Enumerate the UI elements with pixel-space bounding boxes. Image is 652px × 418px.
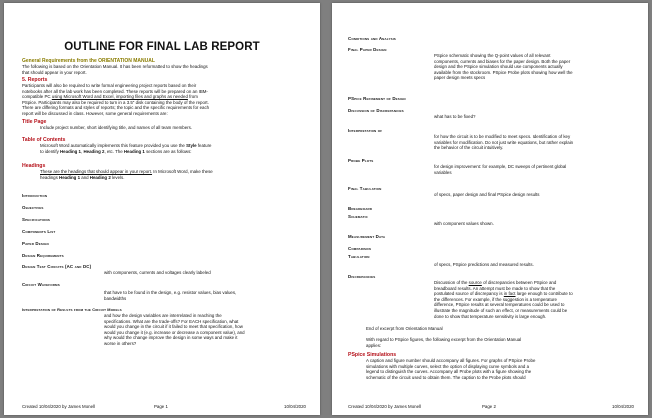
- tabulation-text: of specs, PSpice predictions and measured results.: [434, 262, 534, 267]
- section-discrepancies: Discrepancies: [348, 274, 376, 279]
- text-line: There are differing formats and styles of reports; the topic and the specific requirements for each: [22, 105, 210, 111]
- end-excerpt-note: End of excerpt from Orientation Manual: [366, 326, 443, 331]
- footer-date: 10/04/2020: [284, 404, 306, 409]
- text-span: to identify: [40, 148, 61, 154]
- text-line: variables: [434, 169, 452, 175]
- underlined-text: source: [468, 280, 482, 285]
- section-breadboard: Breadboard: [348, 206, 373, 211]
- text-span: feature: [196, 143, 212, 148]
- section-tabulation: Tabulation: [348, 254, 370, 259]
- footer-date: 10/04/2020: [612, 404, 634, 409]
- text-line: worse in others?: [104, 340, 137, 346]
- text-span: levels.: [110, 174, 125, 180]
- section-schematic: Schematic: [348, 214, 368, 219]
- document-page-2: [332, 3, 648, 415]
- text-span: ,: [81, 148, 84, 154]
- text-line: Participants will also be required to write formal engineering project reports based on their: [22, 83, 197, 88]
- title-page-text: Include project number, short identifying title, and names of all team members.: [40, 125, 193, 130]
- text-line: would you change it (e.g. increase or decrease a component value), and: [104, 329, 245, 335]
- document-page-1: [4, 3, 320, 415]
- text-line: components, currents and biases for the paper design. Both the paper: [434, 58, 571, 64]
- text-line: that should appear in your report.: [22, 69, 87, 75]
- waveforms-description: [104, 290, 314, 301]
- text-line: schematic of the circuit used to obtain them. The caption to the Probe plots should: [366, 374, 526, 380]
- text-line: The following is based on the Orientation Manual. It has been reformatted to show the headings: [22, 64, 208, 69]
- text-line: and how the design variables are interrelated in reaching the: [104, 313, 222, 318]
- underlined-text: These are the headings that should appear in your report.: [40, 169, 153, 174]
- text-line: illustrate the magnitude of such an effect, or measurements could be: [434, 307, 568, 313]
- text-span: Discussion of the: [434, 280, 469, 285]
- text-line: done to show that temperature sensitivity is large enough.: [434, 313, 547, 319]
- circuit-description: with components, currents and voltages clearly labeled: [104, 270, 211, 275]
- discrepancies-paragraph: [434, 280, 640, 319]
- underlined-text: using Microsoft Word and Excel, importing files and graphs as needed: [51, 94, 188, 100]
- schematic-text: with component values shown.: [434, 221, 494, 226]
- text-span: Microsoft Word automatically implements this feature provided you use the: [40, 143, 187, 148]
- intro-paragraph: [22, 64, 208, 75]
- text-line: variables for modification. Do not just write equations, but rather explain: [434, 139, 574, 145]
- text-line: [40, 175, 213, 181]
- section-conditions-analysis: Conditions and Analysis: [348, 36, 396, 41]
- section-discussion-discrepancies: Discussion of Discrepancies: [348, 108, 404, 113]
- text-span: In Microsoft Word, make these: [152, 169, 213, 174]
- section-specifications: Specifications: [22, 217, 50, 222]
- text-line: PSpice schematic showing the Q-point values of all relevant: [434, 53, 551, 58]
- section-components-list: Components List: [22, 229, 56, 234]
- text-line: that have to be found in the design, e.g. resistor values, bias values,: [104, 290, 237, 295]
- text-line: why would the change improve the design in some ways and make it: [104, 335, 238, 341]
- headings-paragraph: [40, 169, 213, 180]
- text-line: applies:: [366, 342, 382, 348]
- interpretation-paragraph: [104, 313, 314, 347]
- text-line: the behavior of the circuit intuitively.: [434, 145, 504, 151]
- interpretation-paragraph: [434, 134, 640, 151]
- pspice-simulations-heading: PSpice Simulations: [348, 352, 397, 358]
- section-circuit-waveforms: Circuit Waveforms: [22, 282, 60, 287]
- probe-plots-paragraph: [434, 164, 640, 175]
- text-line: report will be discussed in class. However, some general requirements are:: [22, 110, 168, 116]
- reports-heading: 5. Reports: [22, 77, 48, 83]
- footer-left: Created 10/04/2020 by James Monell: [348, 404, 421, 409]
- footer-page-number: Page 1: [154, 404, 168, 409]
- toc-heading: Table of Contents: [22, 137, 66, 143]
- bold-text: Style: [186, 143, 197, 148]
- text-line: paper design meets specs: [434, 75, 486, 81]
- footer-left: Created 10/04/2020 by James Monell: [22, 404, 95, 409]
- general-requirements-heading: General Requirements from the ORIENTATION MANUAL: [22, 58, 155, 64]
- section-introduction: Introduction: [22, 193, 48, 198]
- text-line: design and the PSpice simulation should use components actually: [434, 64, 563, 70]
- section-measurement-data: Measurement Data: [348, 234, 386, 239]
- text-line: A caption and figure number should accompany all figures. For graphs of PSpice Probe: [366, 358, 536, 363]
- text-line: legend to distinguish the curves. Accompany all Probe plots with a figure showing the: [366, 369, 532, 375]
- text-span: sections are as follows:: [144, 148, 192, 154]
- footer-page-number: Page 2: [482, 404, 496, 409]
- section-design-requirements: Design Requirements: [22, 253, 64, 258]
- underlined-text: in fact: [503, 291, 516, 297]
- pspice-simulations-paragraph: [366, 358, 642, 380]
- bold-text: Heading 2: [89, 174, 111, 180]
- section-objectives: Objectives: [22, 205, 44, 210]
- section-probe-plots: Probe Plots: [348, 158, 374, 163]
- section-interpretation-of: Interpretation of: [348, 128, 383, 133]
- final-tabulation-text: of specs, paper design and final PSpice design results: [434, 192, 540, 197]
- text-line: notebooks after all the lab work has been completed. These reports will be prepared on an IBM-: [22, 88, 208, 94]
- text-span: compatible PC: [22, 94, 52, 100]
- text-span: postulated source of discrepancy is: [434, 291, 504, 297]
- discussion-text: what has to be fixed?: [434, 114, 476, 119]
- text-line: for design improvement: for example, DC sweeps of pertinent global: [434, 164, 567, 169]
- text-line: for how the circuit is to be modified to meet specs. Identification of key: [434, 134, 571, 139]
- section-pspice-refinement: PSpice Refinement of Design: [348, 96, 406, 101]
- text-line: difference, PSpice results at several temperatures could be used to: [434, 302, 565, 308]
- text-line: available from the stockroom. PSpice Probe plots showing how well the: [434, 69, 573, 75]
- bold-text: Heading 1: [123, 148, 145, 154]
- text-line: [40, 149, 212, 155]
- text-span: of discrepancies between PSpice and: [481, 280, 557, 285]
- section-final-paper-design: Final Paper Design: [348, 47, 387, 52]
- text-line: specifications. What are the trade-offs? For EACH specification, what: [104, 318, 239, 324]
- text-span: headings: [40, 174, 60, 180]
- page-title: OUTLINE FOR FINAL LAB REPORT: [64, 41, 260, 53]
- headings-heading: Headings: [22, 163, 46, 169]
- title-page-heading: Title Page: [22, 119, 47, 125]
- section-final-tabulation: Final Tabulation: [348, 186, 382, 191]
- section-design-test-circuits: Design Test Circuits (AC and DC): [22, 264, 92, 269]
- bold-text: Heading 1: [59, 174, 81, 180]
- text-span: and: [80, 174, 90, 180]
- section-paper-design: Paper Design: [22, 241, 49, 246]
- regard-paragraph: [366, 337, 636, 348]
- bold-text: Heading 2: [83, 148, 105, 154]
- text-line: breadboard results. An attempt must be made to show that the: [434, 285, 556, 291]
- reports-paragraph: [22, 83, 310, 117]
- text-line: bandwidths: [104, 295, 127, 301]
- text-line: PSpice. Participants may also be required to turn in a 3.5" disk containing the body of the report.: [22, 99, 209, 105]
- text-line: would you change in the circuit if it failed to meet that specification, how: [104, 324, 243, 330]
- toc-paragraph: [40, 143, 212, 154]
- text-line: the differences. For example, if the suggestion is a temperature: [434, 296, 557, 302]
- text-span: from: [187, 94, 198, 100]
- bold-text: Heading 1: [60, 148, 81, 154]
- section-interpretation: Interpretation of Results from the Circuit Models: [22, 307, 122, 312]
- text-line: simulations with multiple curves, select the option of displaying curve symbols and a: [366, 363, 530, 369]
- text-line: With regard to PSpice figures, the following excerpt from the Orientation Manual: [366, 337, 522, 342]
- final-paper-design-paragraph: [434, 53, 638, 81]
- text-span: , etc. The: [104, 148, 124, 154]
- text-span: large enough to contribute to: [515, 291, 573, 297]
- section-comparison: Comparison: [348, 246, 371, 251]
